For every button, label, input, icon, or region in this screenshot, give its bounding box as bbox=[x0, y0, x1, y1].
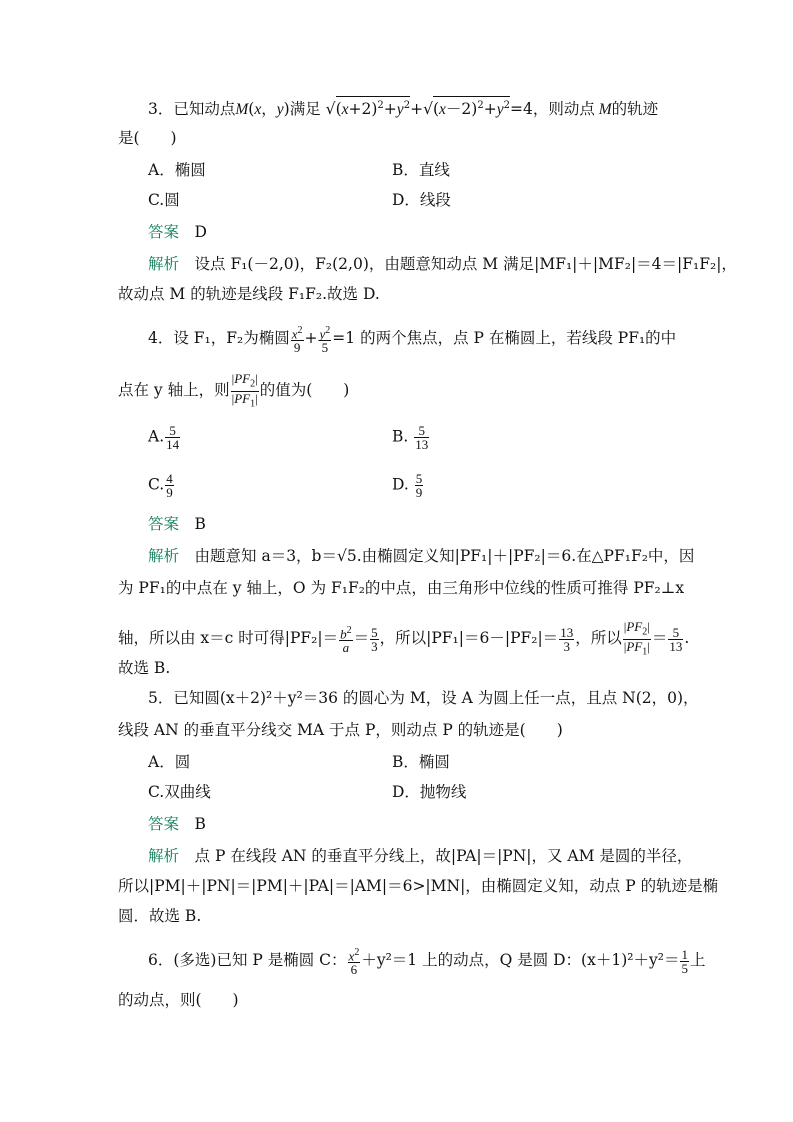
frac-5-13: $\frac{5}{13}$ bbox=[669, 624, 683, 654]
q5-option-a: A．圆 bbox=[148, 753, 191, 771]
answer-label: 答案 bbox=[148, 815, 180, 833]
q3-option-b: B．直线 bbox=[392, 161, 450, 179]
q6-frac-x2-6: $\frac{x^2}{6}$ bbox=[348, 947, 360, 978]
frac-13-3: $\frac{13}{3}$ bbox=[560, 624, 574, 654]
q4-option-a: A. $\frac{5}{14}$ bbox=[148, 423, 180, 452]
answer-label: 答案 bbox=[148, 515, 180, 533]
q5-stem-line2: 线段 AN 的垂直平分线交 MA 于点 P，则动点 P 的轨迹是( ) bbox=[118, 721, 563, 739]
q3-option-c: C.圆 bbox=[148, 191, 180, 209]
q4-stem-line2: 点在 y 轴上，则 $\frac{|PF_2|}{|PF_1|}$ 的值为( ) bbox=[118, 371, 350, 410]
q4-frac-pf2-pf1: $\frac{|PF_2|}{|PF_1|}$ bbox=[231, 371, 258, 410]
answer-value: B bbox=[194, 815, 206, 833]
answer-value: D bbox=[194, 223, 207, 241]
q3-sqrt-2: $√(x-2)^2+y^2$ bbox=[423, 100, 510, 118]
q4-analysis-line3: 轴，所以由 x＝c 时可得|PF₂|＝ $\frac{b^2}{a}$ ＝ $\frac{5}{3}$ ，所以|PF₁|＝6－|PF₂|＝ $\frac{13}{3}$ ，所以 $\frac{|PF_2|}{|PF_1|}$ ＝ $\frac{5}{13}$ . bbox=[118, 619, 690, 658]
q4-analysis-line2: 为 PF₁的中点在 y 轴上，O 为 F₁F₂的中点，由三角形中位线的性质可推得 PF₂⊥x bbox=[118, 579, 685, 597]
analysis-label: 解析 bbox=[148, 847, 180, 865]
q3-point-M: M bbox=[235, 101, 249, 119]
q4-stem-line1: 4．设 F₁，F₂为椭圆 $\frac{x^2}{9}$ + $\frac{y^2}{5}$ =1 的两个焦点，点 P 在椭圆上，若线段 PF₁的中 bbox=[148, 325, 677, 356]
q6-stem-line1: 6．(多选)已知 P 是椭圆 C： $\frac{x^2}{6}$ ＋y²＝1 上的动点，Q 是圆 D：(x＋1)²＋y²＝ $\frac{1}{5}$ 上 bbox=[148, 946, 706, 978]
q5-analysis-line2: 所以|PM|＋|PN|＝|PM|＋|PA|＝|AM|＝6>|MN|，由椭圆定义知，动点 P 的轨迹是椭 bbox=[118, 877, 719, 895]
q5-option-b: B．椭圆 bbox=[392, 753, 450, 771]
q3-sqrt-1: $√(x+2)^2+y^2$ bbox=[326, 100, 410, 118]
q3-analysis-line1: 解析 设点 F₁(－2,0)，F₂(2,0)，由题意知动点 M 满足|MF₁|＋|MF₂|＝4＝|F₁F₂|， bbox=[148, 255, 737, 273]
q5-option-c: C.双曲线 bbox=[148, 783, 211, 801]
q3-analysis-line2: 故动点 M 的轨迹是线段 F₁F₂.故选 D. bbox=[118, 285, 380, 303]
analysis-label: 解析 bbox=[148, 547, 180, 565]
q5-analysis-line1: 解析 点 P 在线段 AN 的垂直平分线上，故|PA|＝|PN|，又 AM 是圆的半径， bbox=[148, 847, 693, 865]
frac-5-3: $\frac{5}{3}$ bbox=[371, 624, 378, 654]
answer-label: 答案 bbox=[148, 223, 180, 241]
q4-answer bbox=[148, 514, 206, 534]
q4-option-c: C. $\frac{4}{9}$ bbox=[148, 471, 173, 500]
q4-analysis-line4: 故选 B. bbox=[118, 659, 171, 677]
frac-pf2-pf1-result: $\frac{|PF_2|}{|PF_1|}$ bbox=[623, 619, 650, 658]
q3-stem-line1: 3．已知动点M(x，y)满足 $√(x+2)^2+y^2+√(x-2)^2+y^2=4$，则动点 M的轨迹 bbox=[148, 96, 658, 120]
q5-analysis-line3: 圆．故选 B. bbox=[118, 907, 202, 925]
analysis-label: 解析 bbox=[148, 255, 180, 273]
q4-option-d: D. $\frac{5}{9}$ bbox=[392, 471, 423, 500]
q4-option-b: B. $\frac{5}{13}$ bbox=[392, 423, 429, 452]
q4-frac-y2-5: $\frac{y^2}{5}$ bbox=[319, 325, 331, 356]
q5-answer bbox=[148, 814, 206, 834]
q6-stem-line2: 的动点，则( ) bbox=[118, 991, 239, 1009]
answer-value: B bbox=[194, 515, 206, 533]
q6-frac-1-5: $\frac{1}{5}$ bbox=[681, 946, 688, 976]
q3-option-a: A．椭圆 bbox=[148, 161, 206, 179]
q5-stem-line1: 5．已知圆(x＋2)²＋y²＝36 的圆心为 M，设 A 为圆上任一点，且点 N(2，0)， bbox=[148, 689, 699, 707]
q3-option-d: D．线段 bbox=[392, 191, 451, 209]
frac-b2-a: $\frac{b^2}{a}$ bbox=[340, 624, 352, 656]
q5-option-d: D．抛物线 bbox=[392, 783, 467, 801]
q4-frac-x2-9: $\frac{x^2}{9}$ bbox=[291, 325, 303, 356]
q4-analysis-line1: 解析 由题意知 a＝3，b＝√5.由椭圆定义知|PF₁|＋|PF₂|＝6.在△PF₁F₂中，因 bbox=[148, 547, 695, 565]
q3-answer bbox=[148, 222, 207, 242]
q3-stem-line2: 是( ) bbox=[118, 129, 177, 147]
